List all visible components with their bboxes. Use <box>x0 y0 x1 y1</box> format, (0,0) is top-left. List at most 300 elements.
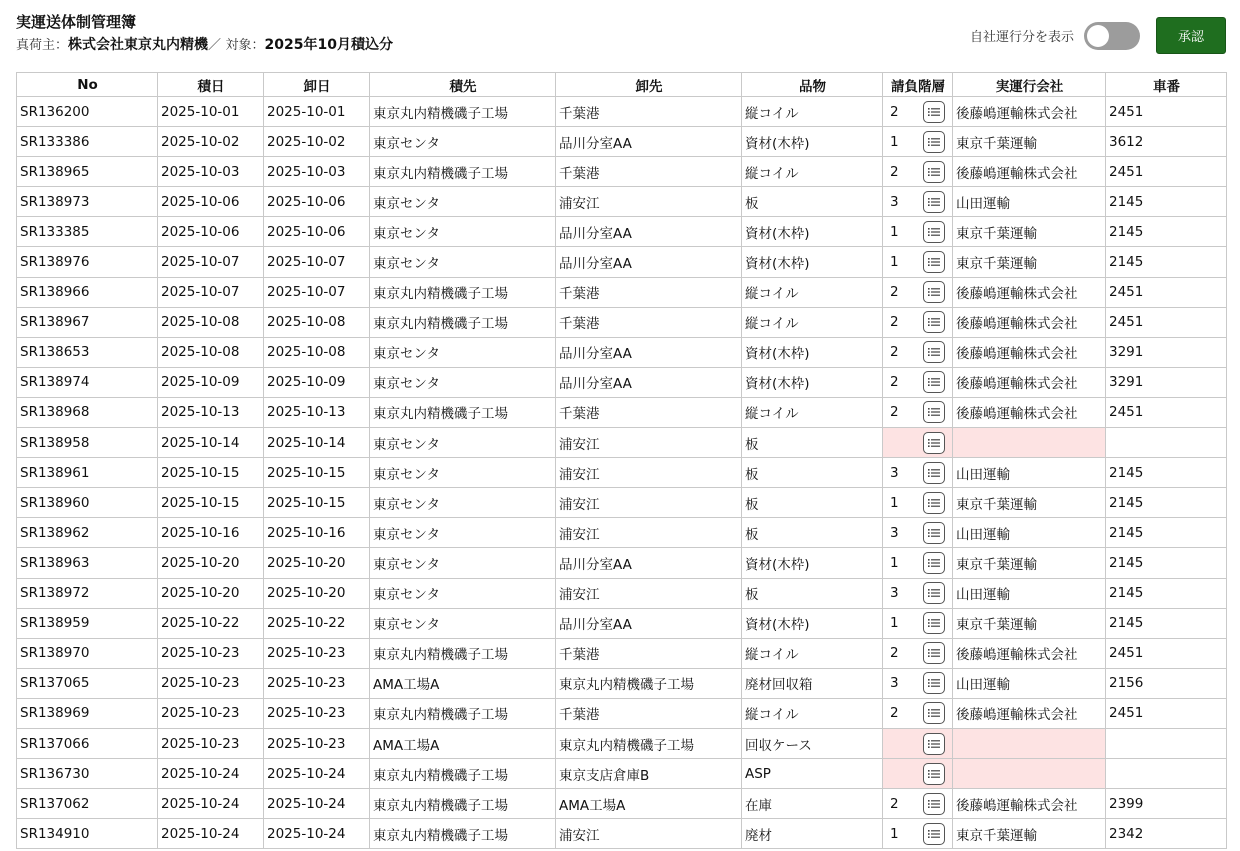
tier-value: 2 <box>890 314 899 331</box>
cell-load-date: 2025-10-24 <box>158 819 264 849</box>
cell-carrier: 後藤嶋運輸株式会社 <box>953 698 1106 728</box>
cell-no: SR138970 <box>17 638 158 668</box>
cell-tier <box>883 728 953 758</box>
cell-car-number: 2451 <box>1106 698 1227 728</box>
cell-load-date: 2025-10-08 <box>158 337 264 367</box>
cell-carrier: 東京千葉運輸 <box>953 127 1106 157</box>
table-row[interactable] <box>17 397 1227 427</box>
cell-carrier: 後藤嶋運輸株式会社 <box>953 638 1106 668</box>
cell-load-date: 2025-10-20 <box>158 548 264 578</box>
cell-load-place: 東京丸内精機磯子工場 <box>370 759 556 789</box>
tier-wrap <box>886 432 950 454</box>
cell-unload-place: 千葉港 <box>556 638 742 668</box>
cell-no: SR138961 <box>17 458 158 488</box>
table-row[interactable] <box>17 789 1227 819</box>
table-row[interactable] <box>17 488 1227 518</box>
cell-car-number: 2156 <box>1106 668 1227 698</box>
cell-load-date: 2025-10-07 <box>158 277 264 307</box>
tier-value: 2 <box>890 404 899 421</box>
cell-no: SR137062 <box>17 789 158 819</box>
cell-load-place: 東京センタ <box>370 608 556 638</box>
list-icon[interactable] <box>923 101 945 123</box>
cell-no: SR133386 <box>17 127 158 157</box>
cell-car-number: 2145 <box>1106 578 1227 608</box>
cell-unload-date: 2025-10-07 <box>264 247 370 277</box>
cell-car-number: 2451 <box>1106 97 1227 127</box>
cell-item: 廃材回収箱 <box>742 668 883 698</box>
cell-unload-date: 2025-10-23 <box>264 728 370 758</box>
cell-item: 資材(木枠) <box>742 608 883 638</box>
cell-unload-place: 千葉港 <box>556 277 742 307</box>
cell-no: SR138967 <box>17 307 158 337</box>
cell-no: SR138972 <box>17 578 158 608</box>
table-body <box>17 97 1227 849</box>
tier-wrap <box>886 612 950 634</box>
cell-load-date: 2025-10-15 <box>158 488 264 518</box>
list-icon[interactable] <box>923 161 945 183</box>
tier-wrap <box>886 371 950 393</box>
cell-load-date: 2025-10-24 <box>158 789 264 819</box>
table-row[interactable] <box>17 367 1227 397</box>
cell-tier <box>883 698 953 728</box>
cell-load-place: 東京センタ <box>370 127 556 157</box>
cell-car-number: 2145 <box>1106 548 1227 578</box>
cell-item: 回収ケース <box>742 728 883 758</box>
tier-value: 3 <box>890 675 899 692</box>
cell-no: SR138965 <box>17 157 158 187</box>
cell-unload-date: 2025-10-15 <box>264 458 370 488</box>
cell-carrier <box>953 759 1106 789</box>
list-icon[interactable] <box>923 401 945 423</box>
list-icon[interactable] <box>923 793 945 815</box>
cell-carrier: 東京千葉運輸 <box>953 247 1106 277</box>
approve-button[interactable]: 承認 <box>1156 17 1226 54</box>
cell-unload-place: 東京丸内精機磯子工場 <box>556 668 742 698</box>
cell-carrier: 後藤嶋運輸株式会社 <box>953 277 1106 307</box>
cell-item: 縦コイル <box>742 638 883 668</box>
cell-unload-date: 2025-10-08 <box>264 307 370 337</box>
cell-load-place: 東京丸内精機磯子工場 <box>370 819 556 849</box>
table-row[interactable] <box>17 638 1227 668</box>
table-row[interactable] <box>17 668 1227 698</box>
cell-tier <box>883 428 953 458</box>
tier-wrap <box>886 101 950 123</box>
tier-wrap <box>886 401 950 423</box>
list-icon[interactable] <box>923 131 945 153</box>
cell-tier <box>883 307 953 337</box>
list-icon[interactable] <box>923 823 945 845</box>
cell-item: 在庫 <box>742 789 883 819</box>
cell-load-place: 東京丸内精機磯子工場 <box>370 157 556 187</box>
cell-tier <box>883 668 953 698</box>
tier-wrap <box>886 582 950 604</box>
cell-load-place: AMA工場A <box>370 728 556 758</box>
cell-tier <box>883 217 953 247</box>
table-row[interactable] <box>17 127 1227 157</box>
cell-carrier: 後藤嶋運輸株式会社 <box>953 367 1106 397</box>
list-icon[interactable] <box>923 251 945 273</box>
cell-load-place: 東京丸内精機磯子工場 <box>370 638 556 668</box>
cell-tier <box>883 819 953 849</box>
list-icon[interactable] <box>923 221 945 243</box>
cell-load-place: 東京センタ <box>370 247 556 277</box>
table-row[interactable] <box>17 578 1227 608</box>
cell-no: SR138966 <box>17 277 158 307</box>
tier-value: 2 <box>890 163 899 180</box>
cell-item: 資材(木枠) <box>742 337 883 367</box>
list-icon[interactable] <box>923 462 945 484</box>
cell-no: SR138963 <box>17 548 158 578</box>
cell-unload-place: 品川分室AA <box>556 217 742 247</box>
cell-car-number: 3291 <box>1106 337 1227 367</box>
list-icon[interactable] <box>923 311 945 333</box>
tier-wrap <box>886 733 950 755</box>
cell-tier <box>883 578 953 608</box>
cell-carrier: 後藤嶋運輸株式会社 <box>953 157 1106 187</box>
cell-unload-place: AMA工場A <box>556 789 742 819</box>
cell-carrier: 東京千葉運輸 <box>953 548 1106 578</box>
cell-load-place: 東京丸内精機磯子工場 <box>370 698 556 728</box>
table-row[interactable] <box>17 728 1227 758</box>
cell-car-number <box>1106 428 1227 458</box>
cell-item: 縦コイル <box>742 397 883 427</box>
cell-car-number <box>1106 728 1227 758</box>
col-header-load-place: 積先 <box>370 73 556 97</box>
list-icon[interactable] <box>923 492 945 514</box>
list-icon[interactable] <box>923 281 945 303</box>
cell-car-number: 2145 <box>1106 217 1227 247</box>
cell-no: SR138974 <box>17 367 158 397</box>
cell-no: SR137066 <box>17 728 158 758</box>
cell-car-number: 3612 <box>1106 127 1227 157</box>
cell-load-place: 東京丸内精機磯子工場 <box>370 397 556 427</box>
tier-value: 2 <box>890 705 899 722</box>
cell-unload-place: 東京丸内精機磯子工場 <box>556 728 742 758</box>
cell-car-number: 2451 <box>1106 307 1227 337</box>
cell-unload-place: 浦安江 <box>556 187 742 217</box>
cell-tier <box>883 608 953 638</box>
cell-tier <box>883 638 953 668</box>
tier-wrap <box>886 522 950 544</box>
cell-carrier: 山田運輸 <box>953 518 1106 548</box>
cell-load-date: 2025-10-23 <box>158 668 264 698</box>
list-icon[interactable] <box>923 733 945 755</box>
list-icon[interactable] <box>923 341 945 363</box>
cell-carrier: 東京千葉運輸 <box>953 488 1106 518</box>
cell-tier <box>883 97 953 127</box>
tier-wrap <box>886 702 950 724</box>
table-row[interactable] <box>17 187 1227 217</box>
cell-unload-date: 2025-10-15 <box>264 488 370 518</box>
cell-carrier: 後藤嶋運輸株式会社 <box>953 97 1106 127</box>
list-icon[interactable] <box>923 582 945 604</box>
cell-unload-place: 浦安江 <box>556 819 742 849</box>
cell-load-place: 東京センタ <box>370 337 556 367</box>
cell-load-place: 東京丸内精機磯子工場 <box>370 277 556 307</box>
tier-wrap <box>886 191 950 213</box>
table-row[interactable] <box>17 819 1227 849</box>
tier-value: 1 <box>890 223 899 240</box>
list-icon[interactable] <box>923 191 945 213</box>
cell-unload-place: 品川分室AA <box>556 548 742 578</box>
cell-load-date: 2025-10-16 <box>158 518 264 548</box>
cell-carrier <box>953 728 1106 758</box>
cell-no: SR134910 <box>17 819 158 849</box>
cell-no: SR138653 <box>17 337 158 367</box>
cell-unload-date: 2025-10-03 <box>264 157 370 187</box>
cell-unload-date: 2025-10-08 <box>264 337 370 367</box>
cell-unload-date: 2025-10-16 <box>264 518 370 548</box>
cell-carrier: 山田運輸 <box>953 458 1106 488</box>
cell-item: 板 <box>742 187 883 217</box>
tier-value: 1 <box>890 825 899 842</box>
cell-no: SR138976 <box>17 247 158 277</box>
cell-load-place: 東京丸内精機磯子工場 <box>370 97 556 127</box>
header-controls <box>970 17 1226 54</box>
tier-wrap <box>886 281 950 303</box>
col-header-car-number: 車番 <box>1106 73 1227 97</box>
list-icon[interactable] <box>923 522 945 544</box>
tier-value: 1 <box>890 494 899 511</box>
cell-load-date: 2025-10-24 <box>158 759 264 789</box>
cell-item: 板 <box>742 518 883 548</box>
cell-load-date: 2025-10-09 <box>158 367 264 397</box>
cell-car-number <box>1106 759 1227 789</box>
table-row[interactable] <box>17 157 1227 187</box>
cell-unload-place: 千葉港 <box>556 397 742 427</box>
cell-load-date: 2025-10-23 <box>158 638 264 668</box>
cell-load-date: 2025-10-03 <box>158 157 264 187</box>
tier-value: 1 <box>890 133 899 150</box>
table-row[interactable] <box>17 277 1227 307</box>
table-row[interactable] <box>17 518 1227 548</box>
cell-load-date: 2025-10-15 <box>158 458 264 488</box>
list-icon[interactable] <box>923 763 945 785</box>
cell-load-date: 2025-10-23 <box>158 698 264 728</box>
tier-value: 1 <box>890 254 899 271</box>
cell-unload-place: 浦安江 <box>556 428 742 458</box>
list-icon[interactable] <box>923 432 945 454</box>
cell-car-number: 2451 <box>1106 397 1227 427</box>
page-title: 実運送体制管理簿 <box>16 13 137 31</box>
cell-tier <box>883 458 953 488</box>
cell-unload-date: 2025-10-22 <box>264 608 370 638</box>
cell-unload-date: 2025-10-14 <box>264 428 370 458</box>
cell-unload-place: 千葉港 <box>556 698 742 728</box>
cell-car-number: 2399 <box>1106 789 1227 819</box>
table-header-row <box>17 73 1227 97</box>
cell-no: SR138968 <box>17 397 158 427</box>
cell-load-place: 東京丸内精機磯子工場 <box>370 789 556 819</box>
cell-item: 縦コイル <box>742 698 883 728</box>
col-header-load-date: 積日 <box>158 73 264 97</box>
table-row[interactable] <box>17 548 1227 578</box>
toggle-knob <box>1087 25 1109 47</box>
cell-no: SR133385 <box>17 217 158 247</box>
tier-wrap <box>886 221 950 243</box>
col-header-unload-date: 卸日 <box>264 73 370 97</box>
cell-unload-date: 2025-10-13 <box>264 397 370 427</box>
cell-unload-date: 2025-10-02 <box>264 127 370 157</box>
cell-no: SR138959 <box>17 608 158 638</box>
cell-load-place: AMA工場A <box>370 668 556 698</box>
cell-unload-place: 浦安江 <box>556 578 742 608</box>
tier-wrap <box>886 823 950 845</box>
cell-unload-place: 千葉港 <box>556 97 742 127</box>
tier-wrap <box>886 462 950 484</box>
cell-no: SR137065 <box>17 668 158 698</box>
cell-unload-place: 品川分室AA <box>556 337 742 367</box>
cell-item: 廃材 <box>742 819 883 849</box>
tier-value: 3 <box>890 193 899 210</box>
col-header-unload-place: 卸先 <box>556 73 742 97</box>
cell-load-place: 東京センタ <box>370 217 556 247</box>
tier-value: 1 <box>890 554 899 571</box>
cell-unload-date: 2025-10-24 <box>264 819 370 849</box>
list-icon[interactable] <box>923 672 945 694</box>
table-row[interactable] <box>17 97 1227 127</box>
tier-value: 3 <box>890 585 899 602</box>
cell-load-date: 2025-10-07 <box>158 247 264 277</box>
cell-carrier: 東京千葉運輸 <box>953 819 1106 849</box>
cell-load-date: 2025-10-13 <box>158 397 264 427</box>
cell-carrier: 山田運輸 <box>953 668 1106 698</box>
cell-tier <box>883 247 953 277</box>
cell-tier <box>883 127 953 157</box>
cell-load-place: 東京センタ <box>370 428 556 458</box>
cell-car-number: 2451 <box>1106 638 1227 668</box>
list-icon[interactable] <box>923 702 945 724</box>
cell-load-place: 東京センタ <box>370 578 556 608</box>
tier-wrap <box>886 793 950 815</box>
cell-load-date: 2025-10-02 <box>158 127 264 157</box>
cell-car-number: 2451 <box>1106 157 1227 187</box>
cell-item: 縦コイル <box>742 277 883 307</box>
target-value: 2025年10月積込分 <box>264 37 393 53</box>
cell-unload-place: 浦安江 <box>556 458 742 488</box>
own-operation-toggle[interactable] <box>1084 22 1140 50</box>
cell-unload-date: 2025-10-01 <box>264 97 370 127</box>
tier-wrap <box>886 763 950 785</box>
cell-car-number: 2145 <box>1106 518 1227 548</box>
tier-value: 3 <box>890 524 899 541</box>
table-row[interactable] <box>17 337 1227 367</box>
transport-table <box>16 72 1227 849</box>
cell-unload-date: 2025-10-09 <box>264 367 370 397</box>
cell-no: SR138973 <box>17 187 158 217</box>
col-header-tier: 請負階層 <box>883 73 953 97</box>
tier-wrap <box>886 341 950 363</box>
table-row[interactable] <box>17 428 1227 458</box>
cell-tier <box>883 759 953 789</box>
list-icon[interactable] <box>923 371 945 393</box>
cell-item: 資材(木枠) <box>742 127 883 157</box>
tier-value: 3 <box>890 464 899 481</box>
target-label: 対象： <box>225 38 265 53</box>
cell-unload-place: 品川分室AA <box>556 608 742 638</box>
tier-wrap <box>886 131 950 153</box>
cell-tier <box>883 789 953 819</box>
cell-unload-date: 2025-10-24 <box>264 789 370 819</box>
cell-item: 板 <box>742 458 883 488</box>
separator: ／ <box>208 38 222 53</box>
cell-no: SR138962 <box>17 518 158 548</box>
cell-load-place: 東京センタ <box>370 548 556 578</box>
tier-wrap <box>886 311 950 333</box>
cell-tier <box>883 337 953 367</box>
cell-carrier: 山田運輸 <box>953 578 1106 608</box>
table-row[interactable] <box>17 247 1227 277</box>
cell-no: SR138960 <box>17 488 158 518</box>
table-row[interactable] <box>17 608 1227 638</box>
table-row[interactable] <box>17 217 1227 247</box>
cell-unload-date: 2025-10-23 <box>264 638 370 668</box>
cell-item: 資材(木枠) <box>742 548 883 578</box>
cell-unload-place: 千葉港 <box>556 307 742 337</box>
cell-item: 縦コイル <box>742 307 883 337</box>
tier-value: 2 <box>890 645 899 662</box>
cell-load-place: 東京丸内精機磯子工場 <box>370 307 556 337</box>
cell-carrier: 東京千葉運輸 <box>953 217 1106 247</box>
cell-car-number: 2342 <box>1106 819 1227 849</box>
list-icon[interactable] <box>923 642 945 664</box>
table-row[interactable] <box>17 458 1227 488</box>
cell-unload-date: 2025-10-20 <box>264 548 370 578</box>
list-icon[interactable] <box>923 612 945 634</box>
tier-value: 2 <box>890 103 899 120</box>
cell-unload-date: 2025-10-24 <box>264 759 370 789</box>
cell-item: 板 <box>742 488 883 518</box>
cell-carrier: 山田運輸 <box>953 187 1106 217</box>
cell-load-date: 2025-10-01 <box>158 97 264 127</box>
cell-carrier: 東京千葉運輸 <box>953 608 1106 638</box>
tier-value: 2 <box>890 284 899 301</box>
cell-car-number: 2451 <box>1106 277 1227 307</box>
shipper-value: 株式会社東京丸内精機 <box>68 37 209 53</box>
cell-tier <box>883 277 953 307</box>
cell-unload-place: 浦安江 <box>556 518 742 548</box>
cell-no: SR138969 <box>17 698 158 728</box>
cell-load-place: 東京センタ <box>370 488 556 518</box>
cell-tier <box>883 397 953 427</box>
table-row[interactable] <box>17 759 1227 789</box>
cell-load-date: 2025-10-06 <box>158 217 264 247</box>
cell-car-number: 2145 <box>1106 488 1227 518</box>
cell-unload-place: 品川分室AA <box>556 127 742 157</box>
tier-wrap <box>886 161 950 183</box>
own-operation-toggle-label: 自社運行分を表示 <box>969 30 1074 45</box>
cell-no: SR136200 <box>17 97 158 127</box>
cell-carrier: 後藤嶋運輸株式会社 <box>953 397 1106 427</box>
cell-car-number: 2145 <box>1106 458 1227 488</box>
cell-item: 資材(木枠) <box>742 367 883 397</box>
cell-load-date: 2025-10-22 <box>158 608 264 638</box>
tier-wrap <box>886 552 950 574</box>
cell-load-place: 東京センタ <box>370 458 556 488</box>
cell-no: SR136730 <box>17 759 158 789</box>
list-icon[interactable] <box>923 552 945 574</box>
cell-carrier: 後藤嶋運輸株式会社 <box>953 789 1106 819</box>
table-row[interactable] <box>17 307 1227 337</box>
cell-carrier: 後藤嶋運輸株式会社 <box>953 307 1106 337</box>
cell-tier <box>883 488 953 518</box>
cell-item: 縦コイル <box>742 97 883 127</box>
cell-unload-place: 浦安江 <box>556 488 742 518</box>
shipper-label: 真荷主： <box>16 38 69 53</box>
cell-tier <box>883 367 953 397</box>
tier-value: 2 <box>890 795 899 812</box>
table-row[interactable] <box>17 698 1227 728</box>
